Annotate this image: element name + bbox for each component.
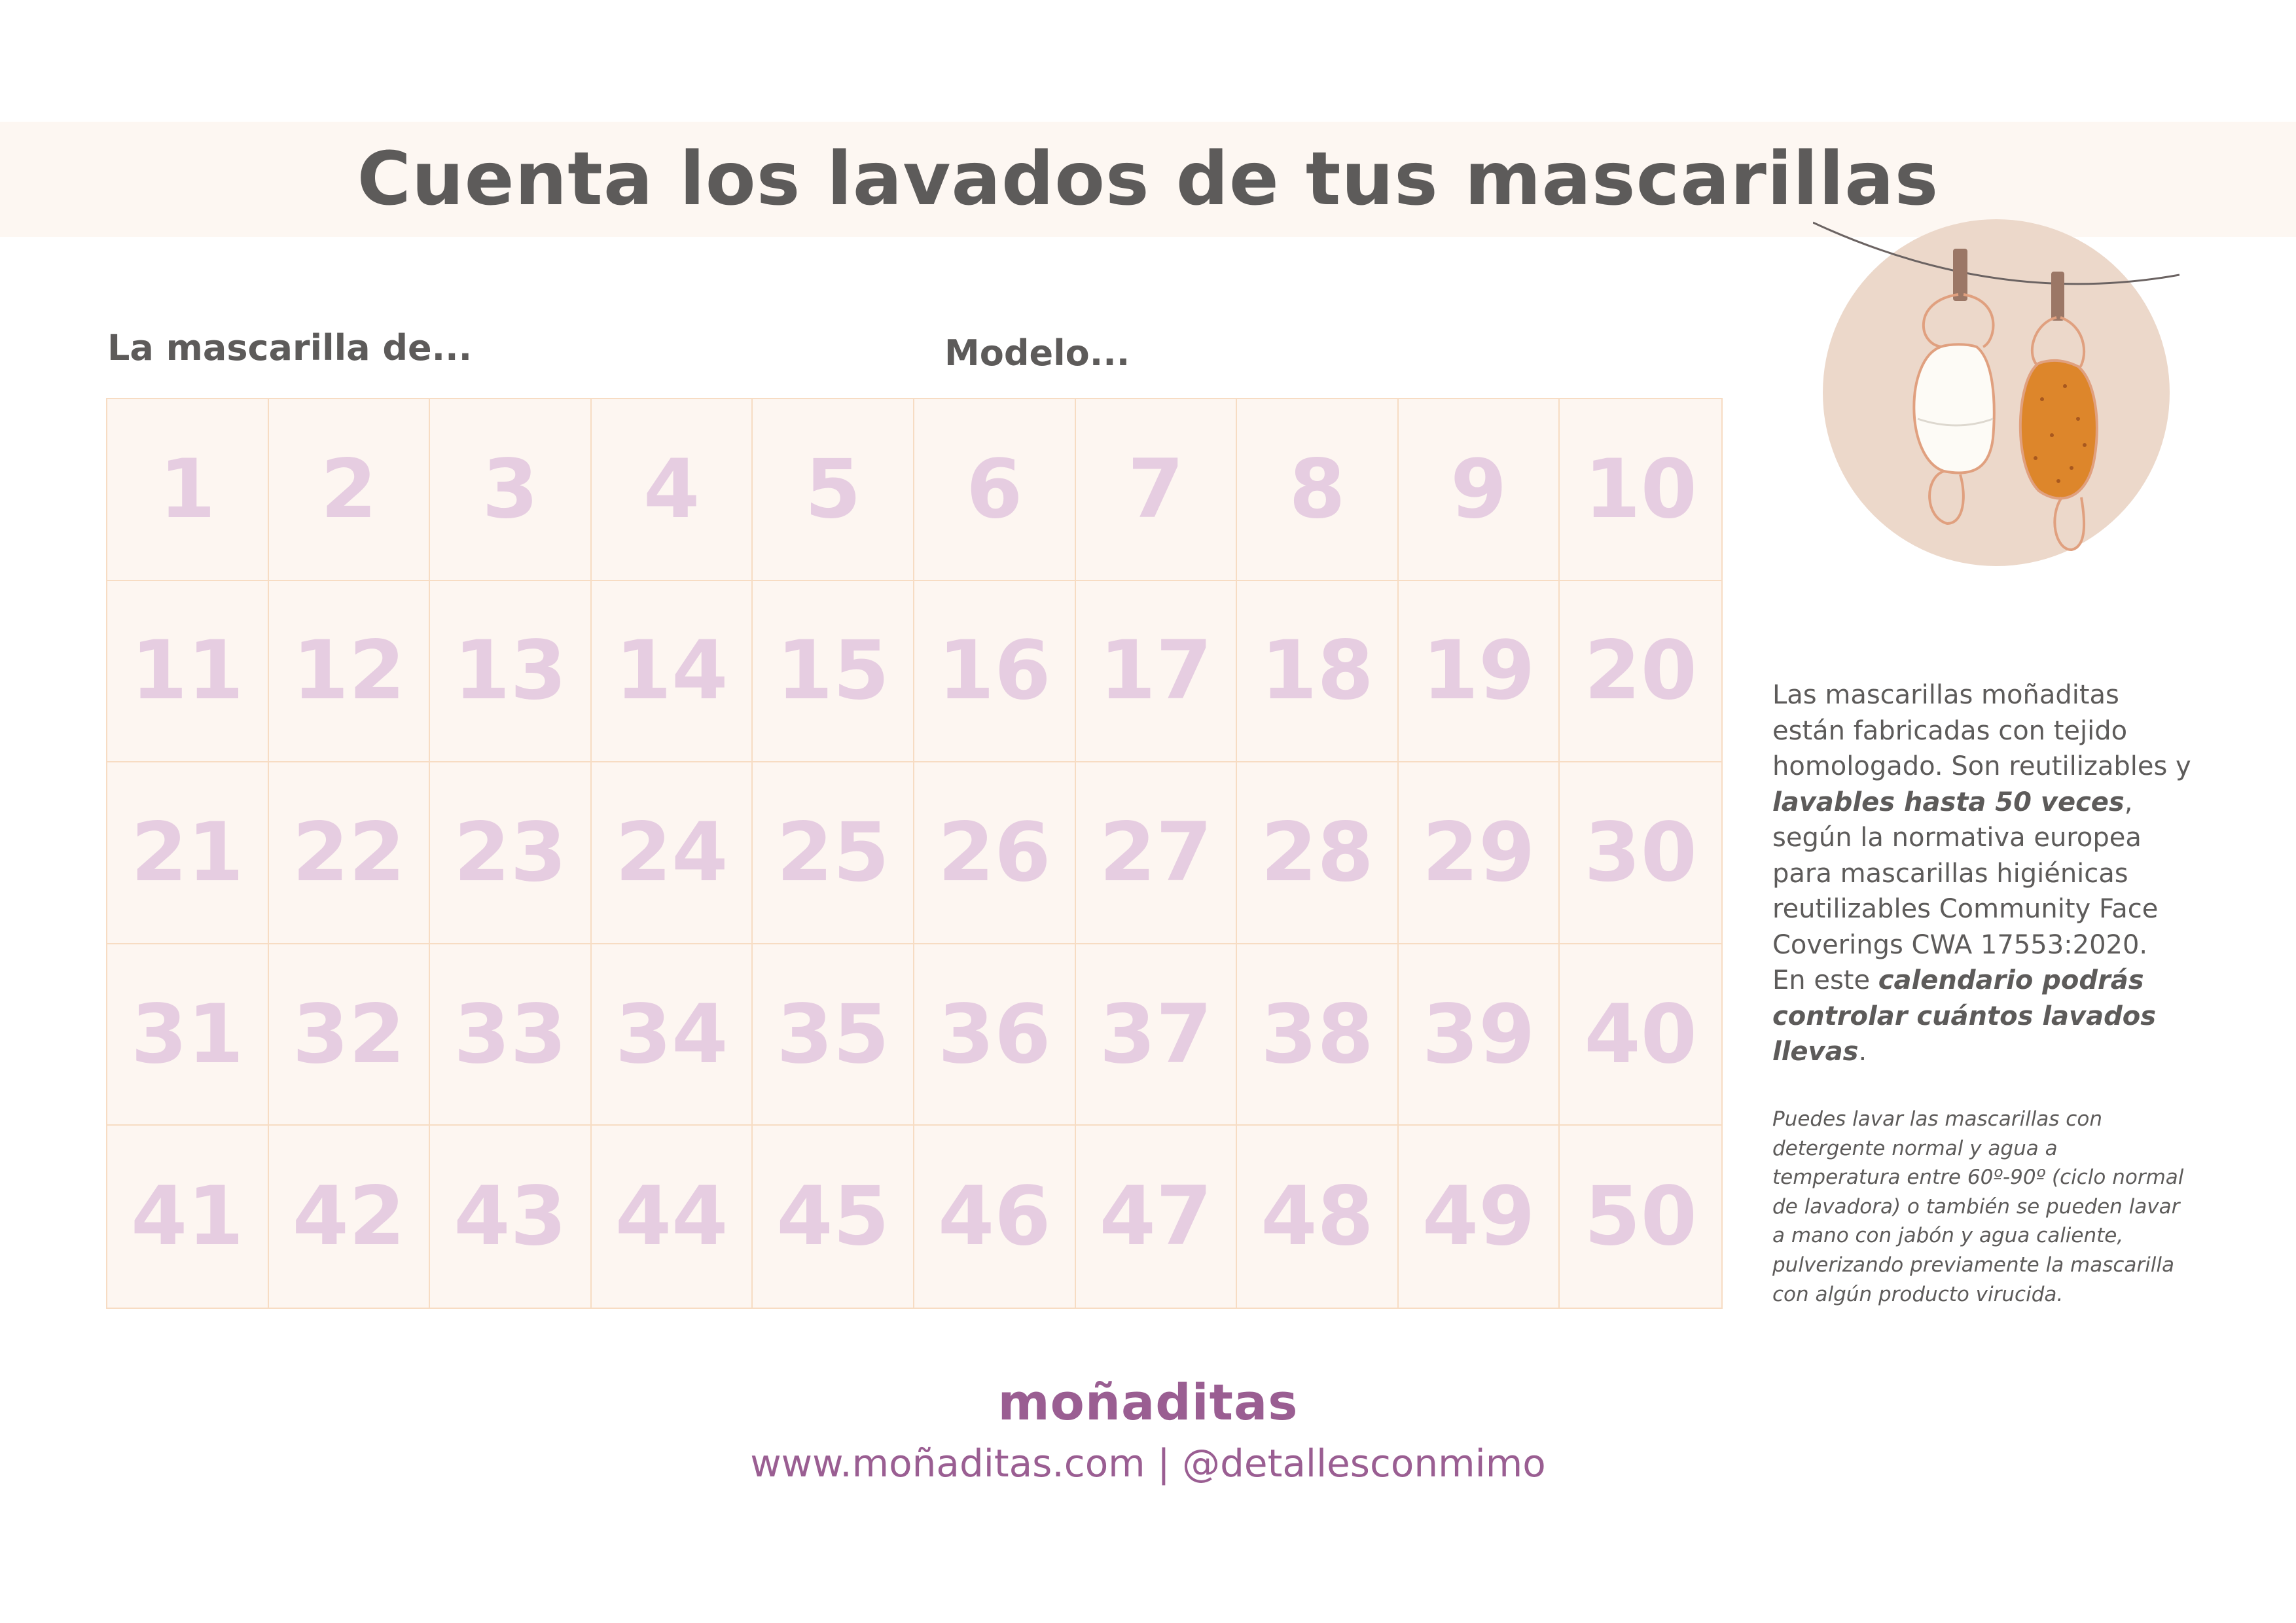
wash-cell-8[interactable]: 8 xyxy=(1237,399,1399,581)
brand-logo: moñaditas xyxy=(997,1373,1299,1431)
wash-cell-26[interactable]: 26 xyxy=(914,762,1076,944)
wash-cell-25[interactable]: 25 xyxy=(753,762,914,944)
wash-cell-16[interactable]: 16 xyxy=(914,581,1076,763)
wash-counter-grid xyxy=(106,398,1723,1309)
wash-cell-47[interactable]: 47 xyxy=(1076,1126,1238,1308)
wash-cell-9[interactable]: 9 xyxy=(1399,399,1560,581)
wash-cell-27[interactable]: 27 xyxy=(1076,762,1238,944)
owner-label: La mascarilla de... xyxy=(107,327,473,368)
wash-cell-1[interactable]: 1 xyxy=(107,399,269,581)
wash-cell-42[interactable]: 42 xyxy=(269,1126,431,1308)
wash-cell-23[interactable]: 23 xyxy=(430,762,592,944)
wash-cell-19[interactable]: 19 xyxy=(1399,581,1560,763)
info-text xyxy=(1772,677,2191,1070)
wash-cell-44[interactable]: 44 xyxy=(592,1126,753,1308)
wash-cell-33[interactable]: 33 xyxy=(430,944,592,1126)
wash-cell-10[interactable]: 10 xyxy=(1560,399,1721,581)
wash-cell-40[interactable]: 40 xyxy=(1560,944,1721,1126)
page-title: Cuenta los lavados de tus mascarillas xyxy=(357,137,1939,222)
wash-cell-35[interactable]: 35 xyxy=(753,944,914,1126)
wash-cell-17[interactable]: 17 xyxy=(1076,581,1238,763)
wash-cell-45[interactable]: 45 xyxy=(753,1126,914,1308)
model-label: Modelo... xyxy=(944,332,1130,374)
wash-cell-50[interactable]: 50 xyxy=(1584,1169,1697,1264)
wash-cell-34[interactable]: 34 xyxy=(592,944,753,1126)
info-paragraph-2: En este calendario podrás controlar cuántos lavados llevas. xyxy=(1772,965,2157,1067)
wash-cell-37[interactable]: 37 xyxy=(1076,944,1238,1126)
wash-cell-18[interactable]: 18 xyxy=(1237,581,1399,763)
wash-cell-4[interactable]: 4 xyxy=(592,399,753,581)
info-paragraph-1: Las mascarillas moñaditas están fabricadas con tejido homologado. Son reutilizables y lavables hasta 50 veces, según la normativa europea para mascarillas higiénicas reutilizables Community Face Coverings CWA 17553:2020. xyxy=(1772,680,2191,960)
wash-cell-41[interactable]: 41 xyxy=(107,1126,269,1308)
wash-cell-24[interactable]: 24 xyxy=(592,762,753,944)
wash-cell-22[interactable]: 22 xyxy=(269,762,431,944)
wash-cell-6[interactable]: 6 xyxy=(914,399,1076,581)
wash-cell-39[interactable]: 39 xyxy=(1399,944,1560,1126)
wash-cell-5[interactable]: 5 xyxy=(753,399,914,581)
wash-cell-48[interactable]: 48 xyxy=(1237,1126,1399,1308)
wash-cell-29[interactable]: 29 xyxy=(1399,762,1560,944)
wash-cell-13[interactable]: 13 xyxy=(430,581,592,763)
wash-cell-30[interactable]: 30 xyxy=(1560,762,1721,944)
wash-cell-21[interactable]: 21 xyxy=(107,762,269,944)
wash-cell-36[interactable]: 36 xyxy=(914,944,1076,1126)
footer-links: www.moñaditas.com | @detallesconmimo xyxy=(750,1441,1546,1486)
wash-cell-38[interactable]: 38 xyxy=(1237,944,1399,1126)
wash-cell-11[interactable]: 11 xyxy=(107,581,269,763)
wash-cell-7[interactable]: 7 xyxy=(1076,399,1238,581)
wash-cell-2[interactable]: 2 xyxy=(269,399,431,581)
wash-cell-28[interactable]: 28 xyxy=(1237,762,1399,944)
wash-cell-20[interactable]: 20 xyxy=(1560,581,1721,763)
wash-cell-14[interactable]: 14 xyxy=(592,581,753,763)
wash-cell-46[interactable]: 46 xyxy=(914,1126,1076,1308)
wash-cell-12[interactable]: 12 xyxy=(269,581,431,763)
wash-cell-15[interactable]: 15 xyxy=(753,581,914,763)
wash-cell-31[interactable]: 31 xyxy=(107,944,269,1126)
wash-cell-3[interactable]: 3 xyxy=(430,399,592,581)
care-instructions: Puedes lavar las mascarillas con detergente normal y agua a temperatura entre 60º-90º (ciclo normal de lavadora) o también se pueden lavar a mano con jabón y agua caliente, pulverizando previamente la mascarilla con algún producto virucida. xyxy=(1772,1107,2184,1306)
masks-hanging-illustration xyxy=(1813,209,2179,576)
wash-cell-49[interactable]: 49 xyxy=(1399,1126,1560,1308)
wash-cell-32[interactable]: 32 xyxy=(269,944,431,1126)
wash-cell-43[interactable]: 43 xyxy=(430,1126,592,1308)
